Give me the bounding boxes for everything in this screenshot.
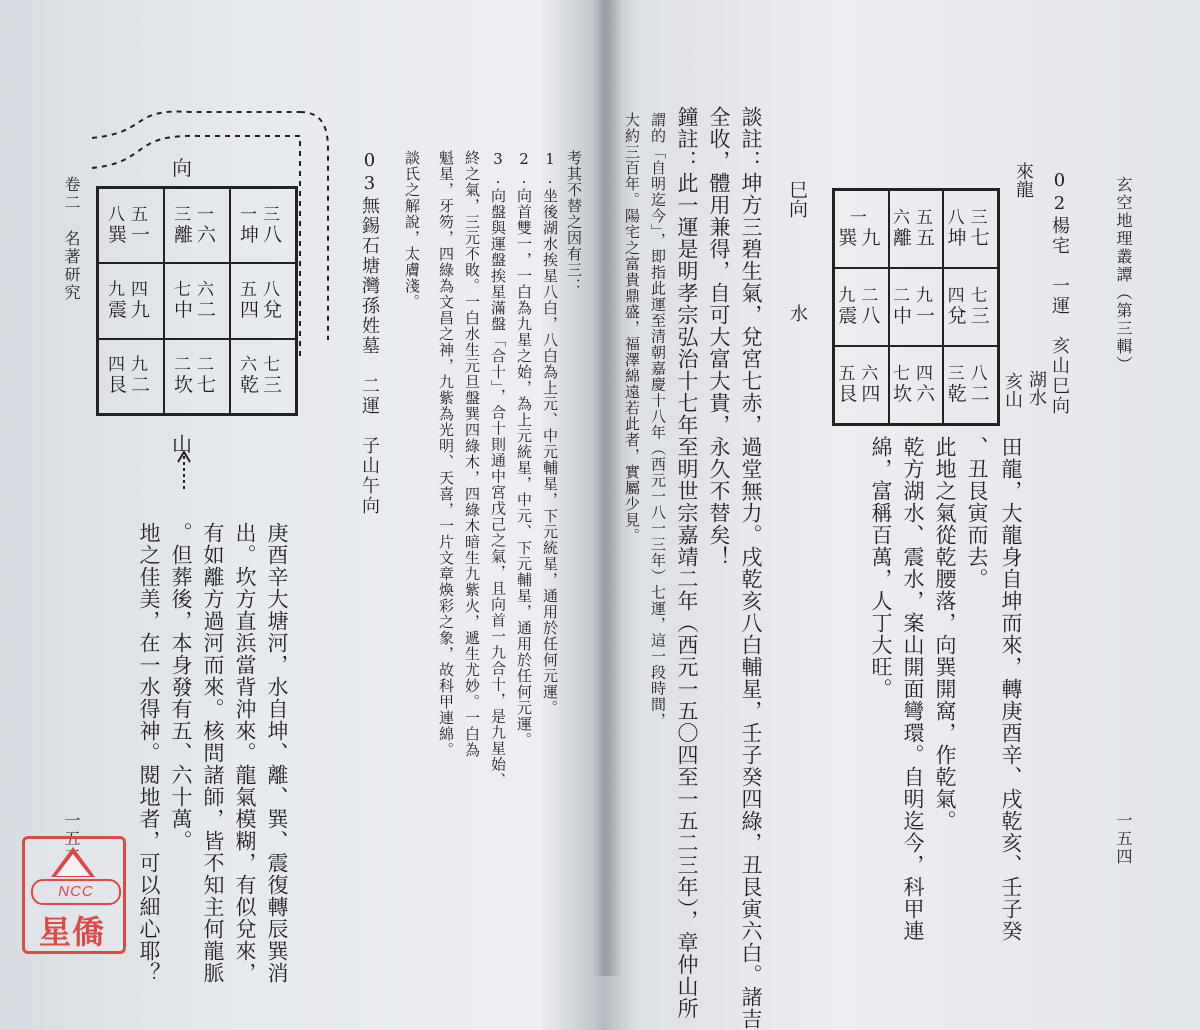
cell-palace: 震八: [838, 305, 885, 327]
notes-column: 談氏之解說，太膚淺。: [403, 150, 421, 310]
text-column: 、丑艮寅而去。: [965, 436, 989, 590]
cell-palace: 巽九: [838, 227, 885, 249]
triangle-inner: [56, 854, 90, 876]
cell-palace: 乾三: [239, 374, 286, 397]
cell-stars: 四九: [107, 355, 154, 376]
page-number-right: 一五四: [1114, 812, 1133, 866]
grid-cell: [98, 188, 164, 263]
label-shan: 山: [172, 432, 192, 456]
cell-palace: 乾二: [947, 383, 994, 405]
flying-star-grid-03: [96, 186, 298, 416]
label-water: 水: [790, 304, 808, 325]
grid-cell: [230, 188, 296, 263]
flying-star-grid-02: [832, 188, 1000, 426]
cell-palace: 四兌: [239, 298, 286, 321]
case-heading-03: 03無錫石塘灣孫姓墓 二運 子山午向: [359, 150, 380, 516]
case-heading-02: 02楊宅 一運 亥山巳向: [1049, 170, 1070, 416]
grid-cell: [834, 268, 889, 346]
grid-cell: [98, 263, 164, 338]
notes-column: 考其不替之因有三：: [565, 150, 583, 294]
label-hai-shan: 亥山: [1002, 372, 1023, 408]
cell-palace: 艮二: [107, 374, 154, 397]
cell-palace: 震九: [107, 298, 154, 321]
cell-palace: 巽一: [107, 223, 154, 246]
cell-palace: 坤七: [947, 227, 994, 249]
notes-column: 1.坐後湖水挨星八白，八白為上元、中元輔星，下元統星，通用於任何元運。: [541, 150, 559, 716]
cell-stars: 一三: [239, 204, 286, 225]
stamp-name: 星僑: [38, 913, 105, 951]
text-column: 地之佳美，在一水得神。閱地者，可以細心耶？: [137, 522, 161, 984]
grid-cell: [164, 188, 230, 263]
cell-stars: 九四: [107, 279, 154, 300]
label-lailong: 來龍: [1013, 162, 1034, 198]
cell-palace: 坎六: [892, 383, 939, 405]
text-column: 出。坎方直浜當背沖來。龍氣模糊，有似兌來，: [233, 522, 257, 984]
commentary-tan-cont: 全收，體用兼得，自可大富大貴，永久不替矣！: [707, 106, 731, 568]
cell-stars: 七四: [892, 364, 939, 384]
grid-cell: [164, 263, 230, 338]
grid-cell: [834, 346, 889, 424]
cell-stars: 九二: [838, 286, 885, 306]
cell-stars: 六五: [892, 208, 939, 228]
notes-column: 魁星，牙笏，四綠為文昌之神，九紫為光明、天喜，一片文章煥彩之象，故科甲連綿。: [437, 150, 455, 758]
cell-stars: 五六: [838, 364, 885, 384]
cell-stars: 三八: [947, 364, 994, 384]
grid-cell: [943, 190, 998, 268]
grid-cell: [230, 339, 296, 414]
cell-stars: 四七: [947, 286, 994, 306]
notes-column: 3.向盤與運盤挨星滿盤「合十」，合十則通中宮戊己之氣，且向首一九合十，是九星始、: [489, 150, 507, 789]
grid-cell: [98, 339, 164, 414]
cell-palace: 離六: [173, 223, 220, 246]
cell-stars: 六七: [239, 355, 286, 376]
cell-stars: 二九: [892, 286, 939, 306]
cell-stars: 五八: [239, 279, 286, 300]
commentary-zhong: 鐘註：此一運是明孝宗弘治十七年至明世宗嘉靖二年（西元一五〇四至一五二三年），章仲山所: [675, 106, 699, 1020]
cell-stars: 八三: [947, 208, 994, 228]
commentary-tan: 談註：坤方三碧生氣，兌宮七赤，過堂無力。戌乾亥八白輔星，壬子癸四綠，丑艮寅六白。諸吉: [739, 106, 763, 1030]
cell-palace: 中二: [173, 298, 220, 321]
label-lake-water: 湖水: [1026, 370, 1047, 406]
text-column: 有如離方過河而來。核問諸師，皆不知主何龍脈: [201, 522, 225, 984]
cell-palace: 坤八: [239, 223, 286, 246]
cell-stars: 一: [849, 208, 873, 228]
cell-palace: 坎七: [173, 374, 220, 397]
cell-stars: 三一: [173, 204, 220, 225]
cell-palace: 中一: [892, 305, 939, 327]
cell-palace: 兌三: [947, 305, 994, 327]
commentary-zhong-cont: 謂的「自明迄今」，即指此運至清朝嘉慶十八年（西元一八一三年）七運，這一段時間，: [649, 112, 667, 729]
text-column: 。但葬後，本身發有五、六十萬。: [169, 522, 193, 852]
label-si-xiang: 巳向: [786, 180, 808, 218]
notes-column: 2.向首雙一，一白為九星之始，為上元統星，中元、下元輔星，通用於任何元運。: [515, 150, 533, 748]
chapter-label: 卷二 名著研究: [62, 176, 81, 302]
grid-cell: [230, 263, 296, 338]
grid-cell: [943, 346, 998, 424]
grid-cell: [943, 268, 998, 346]
cell-stars: 二二: [173, 355, 220, 376]
dragon-vein-path: [0, 0, 600, 500]
stamp-brand: NCC: [31, 879, 121, 905]
commentary-zhong-cont: 大約三百年。陽宅之富貴鼎盛，福澤綿遠若此者，實屬少見。: [623, 112, 641, 544]
cell-stars: 八五: [107, 204, 154, 225]
grid-cell: [889, 190, 944, 268]
grid-cell: [164, 339, 230, 414]
cell-stars: 七六: [173, 279, 220, 300]
cell-palace: 艮四: [838, 383, 885, 405]
text-column: 庚酉辛大塘河，水自坤、離、巽、震復轉辰巽消: [265, 522, 289, 984]
notes-column: 終之氣，三元不敗。一白水生元旦盤巽四綠木，四綠木暗生九紫火，遞生尤妙。一白為: [463, 150, 481, 758]
cell-palace: 離五: [892, 227, 939, 249]
text-column: 綿，富稱百萬，人丁大旺。: [869, 436, 893, 700]
grid-cell: [889, 268, 944, 346]
text-column: 此地之氣從乾腰落，向巽開窩，作乾氣。: [933, 436, 957, 832]
text-column: 乾方湖水、震水，案山開面彎環。自明迄今，科甲連: [901, 436, 925, 942]
grid-cell: [889, 346, 944, 424]
running-header: 玄空地理叢譚（第三輯）: [1114, 176, 1133, 374]
text-column: 田龍，大龍身自坤而來，轉庚酉辛、戌乾亥、壬子癸: [999, 436, 1023, 942]
ncc-watermark-stamp: [22, 836, 126, 954]
grid-cell: [834, 190, 889, 268]
label-xiang: 向: [172, 156, 192, 180]
page-number-left: 一五五: [62, 812, 81, 866]
